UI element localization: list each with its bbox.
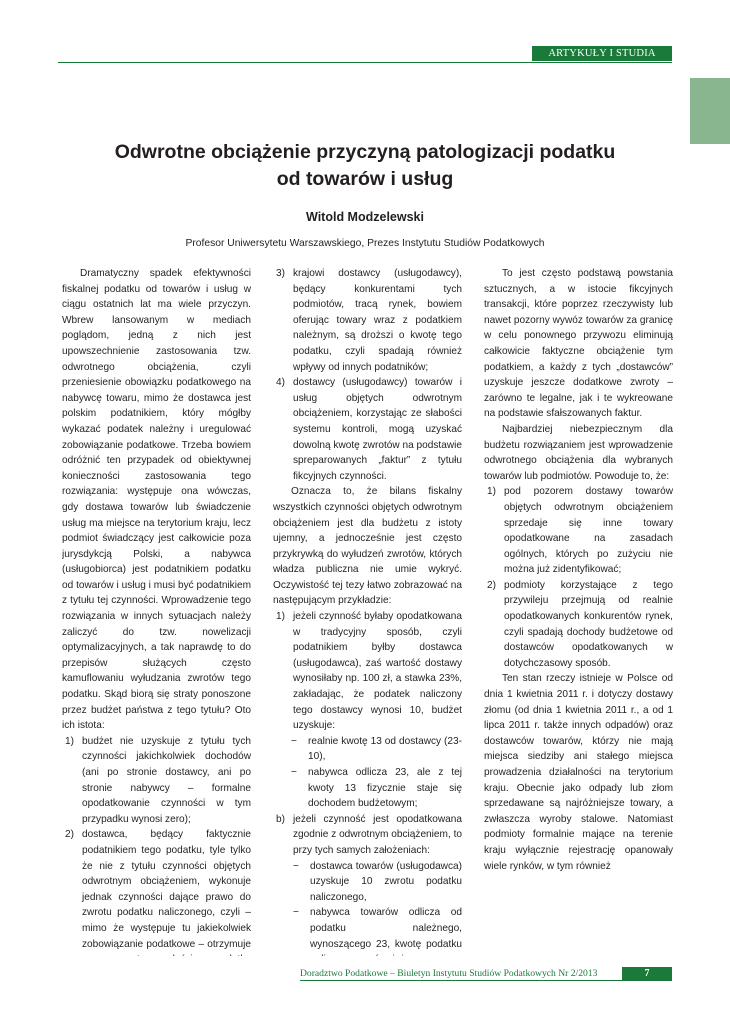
list-marker: 1): [65, 735, 74, 747]
list-item-text: dostawca, będący faktycznie podatnikiem tego podatku, tyle tylko że nie z tytułu czynności objętych odwrotnym obciążeniem, wykonuje jednak czynności dające prawo do zwrotu podatku naliczonego, czyli – mimo że występuje tu jakiekolwiek zobowiązanie podatkowe – otrzymuje: [82, 829, 251, 950]
author-name: Witold Modzelewski: [306, 210, 424, 224]
dash-marker: −: [293, 860, 299, 872]
dash-item-text: nabywca odlicza 23, ale z tej kwoty 13 fizycznie staje się dochodem budżetowym;: [308, 767, 462, 810]
text-column-2: [273, 266, 462, 956]
article-title: [58, 139, 672, 193]
list-item: [273, 266, 462, 375]
header-rule: [58, 62, 672, 63]
list-item-text: krajowi dostawcy (usługodawcy), będący konkurentami tych podmiotów, tracą rynek, bowiem oferując towary wraz z podatkiem należnym, są droższi o kwotę tego podatku, czyli spadają również wpływy od innych podatników;: [293, 268, 462, 373]
list-item-text: jeżeli czynność byłaby opodatkowana w tradycyjny sposób, czyli podatnikiem byłby dostawca (usługodawca), zaś wartość dostawy wynosiłaby np. 100 zł, a stawka 23%, zakładając, że podatek naliczony tego dostawcy wynosi 10, budżet uzyskuje:: [293, 611, 462, 732]
dash-list: [273, 859, 462, 956]
journal-footer: Doradztwo Podatkowe – Biuletyn Instytutu Studiów Podatkowych Nr 2/2013: [300, 968, 598, 979]
list-marker: 3): [276, 268, 285, 279]
footer-rule: [300, 980, 672, 981]
dash-item-text: dostawca towarów (usługodawca) uzyskuje 10 zwrotu podatku naliczonego,: [310, 860, 462, 903]
paragraph: Ten stan rzeczy istnieje w Polsce od dnia 1 kwietnia 2011 r. i dotyczy dostawy złomu (od dnia 1 kwietnia 2011 r., a od 1 lipca 2011 r. także innych odpadów) oraz dostawców towarów, którzy nie mają miejsca siedziby ani stałego miejsca prowadzenia działalności na terytorium kraju. Obecnie jako odpady lub złom sprzedawane są najróżniejsze towary, a zwłaszcza wyroby stalowe. Natomiast podmioty formalnie mające na terenie kraju wyłącznie rejestrację opanowały wiele rynków, w tym również: [484, 673, 673, 872]
list-item-text: dostawcy (usługodawcy) towarów i usług objętych odwrotnym obciążeniem, korzystając ze słabości systemu kontroli, mogą uzyskać dowolną kwotę zwrotów na podstawie spreparowanych „faktur” z tytułu fikcyjnych czynności.: [293, 377, 462, 482]
dash-item-text: realnie kwotę 13 od dostawcy (23-10),: [308, 735, 462, 763]
list-item: [484, 484, 673, 578]
dash-marker: −: [293, 907, 299, 919]
list-item: [484, 578, 673, 672]
example-item-a: [273, 609, 462, 734]
dash-item: [273, 765, 462, 812]
list-item: [62, 734, 251, 828]
paragraph: Dramatyczny spadek efektywności fiskalnej podatku od towarów i usług w ciągu ostatnich lat ma wiele przyczyn. Wbrew lansowanym w mediach poglądom, jedną z nich jest upowszechnienie zastosowania tzw. odwrotnego obciążenia, czyli przeniesienie obowiązku podatkowego na nabywcę towaru, mimo że dostawca jest polskim podatnikiem, który mógłby wykazać podatek należny i uregulować zobowiązanie podatkowe. Trzeba bowiem odróżnić ten przypadek od obiektywnej konieczności zastosowania tego rozwiązania: występuje ona wówczas, gdy dostawa towarów lub świadczenie usług ma miejsce na terytorium kraju, lecz podmiot świadczący jest całkowicie poza jurysdykcją Polski, a nabywca (usługobiorca) jest podatnikiem podatku od towarów i usług i musi być podatnikiem z tytułu tej czynności. Wprowadzenie tego rozwiązania w innych sytuacjach należy zaliczyć do tzw. nowelizacji optymalizacyjnych, a tak naprawdę to do przepisów służących często kamuflowaniu wyłudzania zwrotów tego podatku. Skąd biorą się straty ponoszone przez budżet państwa z tego tytułu? Oto ich istota:: [62, 268, 251, 732]
list-marker: 2): [487, 579, 496, 591]
paragraph: Oznacza to, że bilans fiskalny wszystkich czynności objętych odwrotnym obciążeniem jest dla budżetu z istoty ujemny, a jednocześnie jest często przykrywką do wyłudzeń zwrotów, których władza publiczna nie umie wykryć. Oczywistość tej tezy łatwo zobrazować na następującym przykładzie:: [273, 486, 462, 607]
dash-item-text: nabywca towarów odlicza od podatku należnego, wynoszącego 23, kwotę podatku: [310, 907, 462, 950]
page-number: 7: [622, 967, 672, 980]
list-marker: b): [276, 813, 285, 825]
text-column-1: [62, 266, 251, 956]
list-item-text: jeżeli czynność jest opodatkowana zgodnie z odwrotnym obciążeniem, to przy tych samych założeniach:: [293, 813, 462, 856]
section-label: ARTYKUŁY I STUDIA: [532, 46, 672, 61]
example-item-b: [273, 812, 462, 859]
list-item: [62, 827, 251, 956]
list-marker: 4): [276, 377, 285, 389]
paragraph: To jest często podstawą powstania sztucznych, a w istocie fikcyjnych transakcji, które poprzez rzeczywisty lub nawet pozorny wywóz towarów za granicę w celu ponownego przywozu eliminują całkowicie faktyczne obciążenie tym podatkiem, a każdy z tych „dostawców” uzyskuje jeszcze dodatkowe zwroty – zarówno te legalne, jak i te wykreowane na podstawie sfałszowanych faktur.: [484, 268, 673, 420]
dash-item: [293, 859, 462, 906]
author-affiliation: Profesor Uniwersytetu Warszawskiego, Prezes Instytutu Studiów Podatkowych: [185, 238, 545, 249]
dash-marker: −: [291, 735, 297, 747]
dash-item: [293, 905, 462, 956]
list-item: [273, 375, 462, 484]
list-marker: 1): [487, 486, 496, 498]
text-column-3: [484, 266, 673, 956]
dash-marker: −: [291, 767, 297, 778]
list-marker: 1): [276, 611, 285, 623]
title-line-2: od towarów i usług: [276, 168, 454, 190]
list-marker: 2): [65, 829, 74, 841]
paragraph: Najbardziej niebezpiecznym dla budżetu rozwiązaniem jest wprowadzenie odwrotnego obciążenia dla wybranych towarów lub podmiotów. Powodujе to, że:: [484, 423, 673, 482]
list-item-text: pod pozorem dostawy towarów objętych odwrotnym obciążeniem sprzedaje się inne towary opodatkowane na zasadach ogólnych, których po zużyciu nie można już zidentyfikować;: [504, 486, 673, 576]
list-item-text: podmioty korzystające z tego przywileju przejmują od realnie opodatkowanych konkurentów rynek, czyli spadają dochody budżetowe od dostawców opodatkowanych w dotychczasowy sposób.: [504, 579, 673, 669]
title-line-1: Odwrotne obciążenie przyczyną patologizacji podatku: [114, 141, 616, 163]
dash-item: [273, 734, 462, 765]
list-item-text: budżet nie uzyskuje z tytułu tych czynności jakichkolwiek dochodów (ani po stronie dostawcy, ani po stronie nabywcy – formalne opodatkowanie czynności w tym przypadku wynosi zero);: [82, 735, 251, 825]
side-tab-marker: [690, 78, 730, 144]
